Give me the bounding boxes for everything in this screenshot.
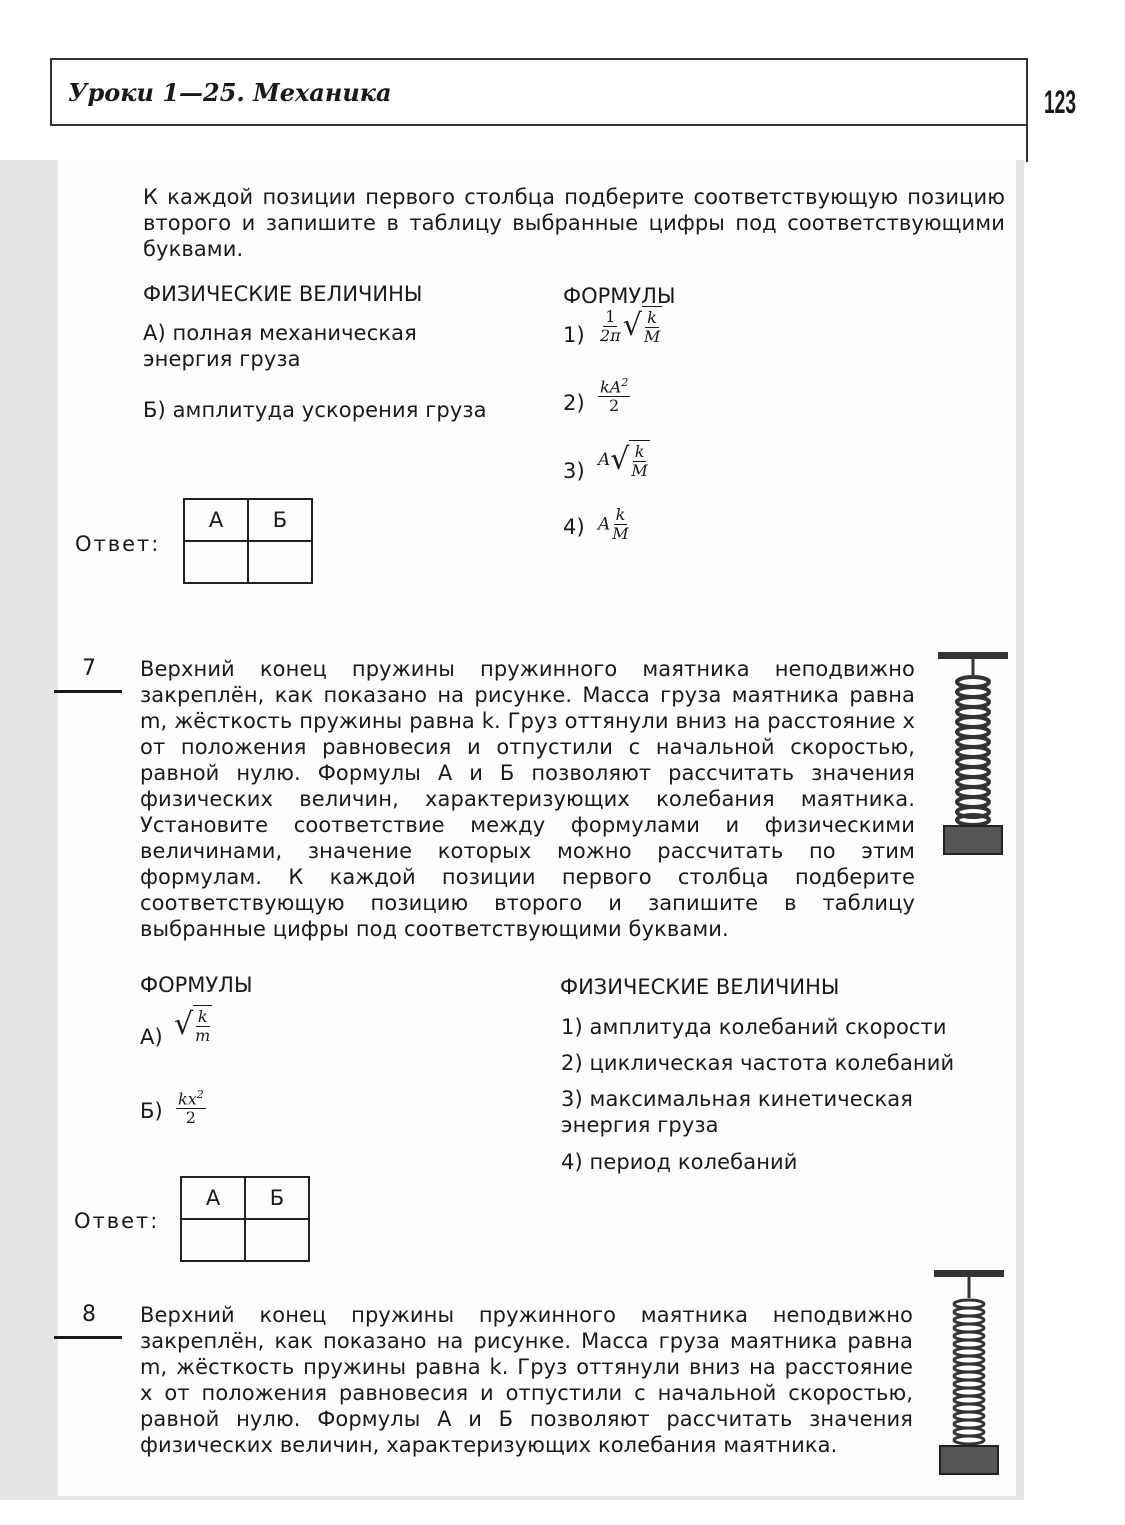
- block6-formula-2: $\frac{kA^2}{2}$: [600, 376, 629, 416]
- block6-formula-4-num: 4): [563, 515, 585, 539]
- block6-answer-table: [183, 498, 313, 584]
- block6-item-a: А) полная механическая энергия груза: [143, 321, 417, 371]
- question-7-formula-b: $\frac{kx^2}{2}$: [178, 1088, 204, 1128]
- question-7-formula-a-label: А): [140, 1025, 163, 1049]
- question-7-answer-label: Ответ:: [74, 1209, 160, 1233]
- question-7-option-4: 4) период колебаний: [561, 1150, 798, 1174]
- block6-right-heading: ФОРМУЛЫ: [563, 284, 676, 308]
- question-7-answer-table: [180, 1176, 310, 1262]
- question-7-option-1: 1) амплитуда колебаний скорости: [561, 1015, 947, 1039]
- spring-pendulum-figure-8: [932, 1268, 1006, 1478]
- spring-coils: [957, 677, 989, 825]
- block6-formula-1: $\frac{1}{2\pi}$ √ $\frac{k}{M}$: [600, 306, 661, 346]
- question-7-number: 7: [82, 656, 96, 681]
- block6-item-b: Б) амплитуда ускорения груза: [143, 398, 487, 422]
- answer-cell-b[interactable]: [245, 1219, 309, 1261]
- block6-answer-label: Ответ:: [75, 532, 161, 556]
- answer-header-a: А: [181, 1177, 245, 1219]
- block6-formula-3: A √ $\frac{k}{M}$: [598, 441, 648, 480]
- header-rule: [1026, 126, 1028, 162]
- answer-cell-a[interactable]: [184, 541, 248, 583]
- question-7-option-2: 2) циклическая частота колебаний: [561, 1051, 955, 1075]
- block6-left-heading: ФИЗИЧЕСКИЕ ВЕЛИЧИНЫ: [143, 282, 423, 306]
- ceiling-bar: [938, 652, 1008, 659]
- question-7-option-3: 3) максимальная кинетическая энергия груза: [561, 1087, 913, 1137]
- answer-header-b: Б: [245, 1177, 309, 1219]
- answer-header-a: А: [184, 499, 248, 541]
- spring-coils: [954, 1300, 984, 1444]
- ceiling-bar: [934, 1270, 1004, 1277]
- question-7-formula-a: √ $\frac{k}{m}$: [174, 1006, 211, 1045]
- question-7-text: Верхний конец пружины пружинного маятника неподвижно закреплён, как показано на рисунке. Масса груза маятника равна m, жёсткость пружины равна k. Груз оттянули вниз на расстояние x от положения равновесия и отпустили с начальной скоростью, равной нулю. Формулы А и Б позволяют рассчитать значения физических величин, характеризующих колебания маятника. Установите соответствие между формулами и физическими величинами, значение которых можно рассчитать по этим формулам. К каждой позиции первого столбца подберите соответствующую позицию второго и запишите в таблицу выбранные цифры под соответствующими буквами.: [140, 657, 915, 941]
- question-8-rule: [54, 1336, 122, 1339]
- weight-block: [940, 1446, 998, 1474]
- question-8-number: 8: [82, 1302, 96, 1327]
- weight-block: [944, 826, 1002, 854]
- question-8-text: Верхний конец пружины пружинного маятника неподвижно закреплён, как показано на рисунке. Масса груза маятника равна m, жёсткость пружины равна k. Груз оттянули вниз на расстояние x от положения равновесия и отпустили с начальной скоростью, равной нулю. Формулы А и Б позволяют рассчитать значения физических величин, характеризующих колебания маятника.: [140, 1303, 913, 1457]
- chapter-title: Уроки 1—25. Механика: [68, 78, 392, 107]
- block6-formula-1-num: 1): [563, 323, 585, 347]
- question-7-rule: [54, 690, 122, 693]
- question-7-left-heading: ФОРМУЛЫ: [140, 973, 253, 997]
- block6-formula-2-num: 2): [563, 391, 585, 415]
- page-number: 123: [1044, 84, 1077, 120]
- question-7-formula-b-label: Б): [140, 1099, 163, 1123]
- block6-intro: К каждой позиции первого столбца подберите соответствующую позицию второго и запишите в таблицу выбранные цифры под соответствующими буквами.: [143, 185, 1005, 261]
- answer-header-b: Б: [248, 499, 312, 541]
- answer-cell-a[interactable]: [181, 1219, 245, 1261]
- answer-cell-b[interactable]: [248, 541, 312, 583]
- spring-pendulum-figure-7: [936, 650, 1010, 856]
- question-7-right-heading: ФИЗИЧЕСКИЕ ВЕЛИЧИНЫ: [560, 975, 840, 999]
- block6-formula-3-num: 3): [563, 459, 585, 483]
- block6-formula-4: A $\frac{k}{M}$: [598, 505, 629, 543]
